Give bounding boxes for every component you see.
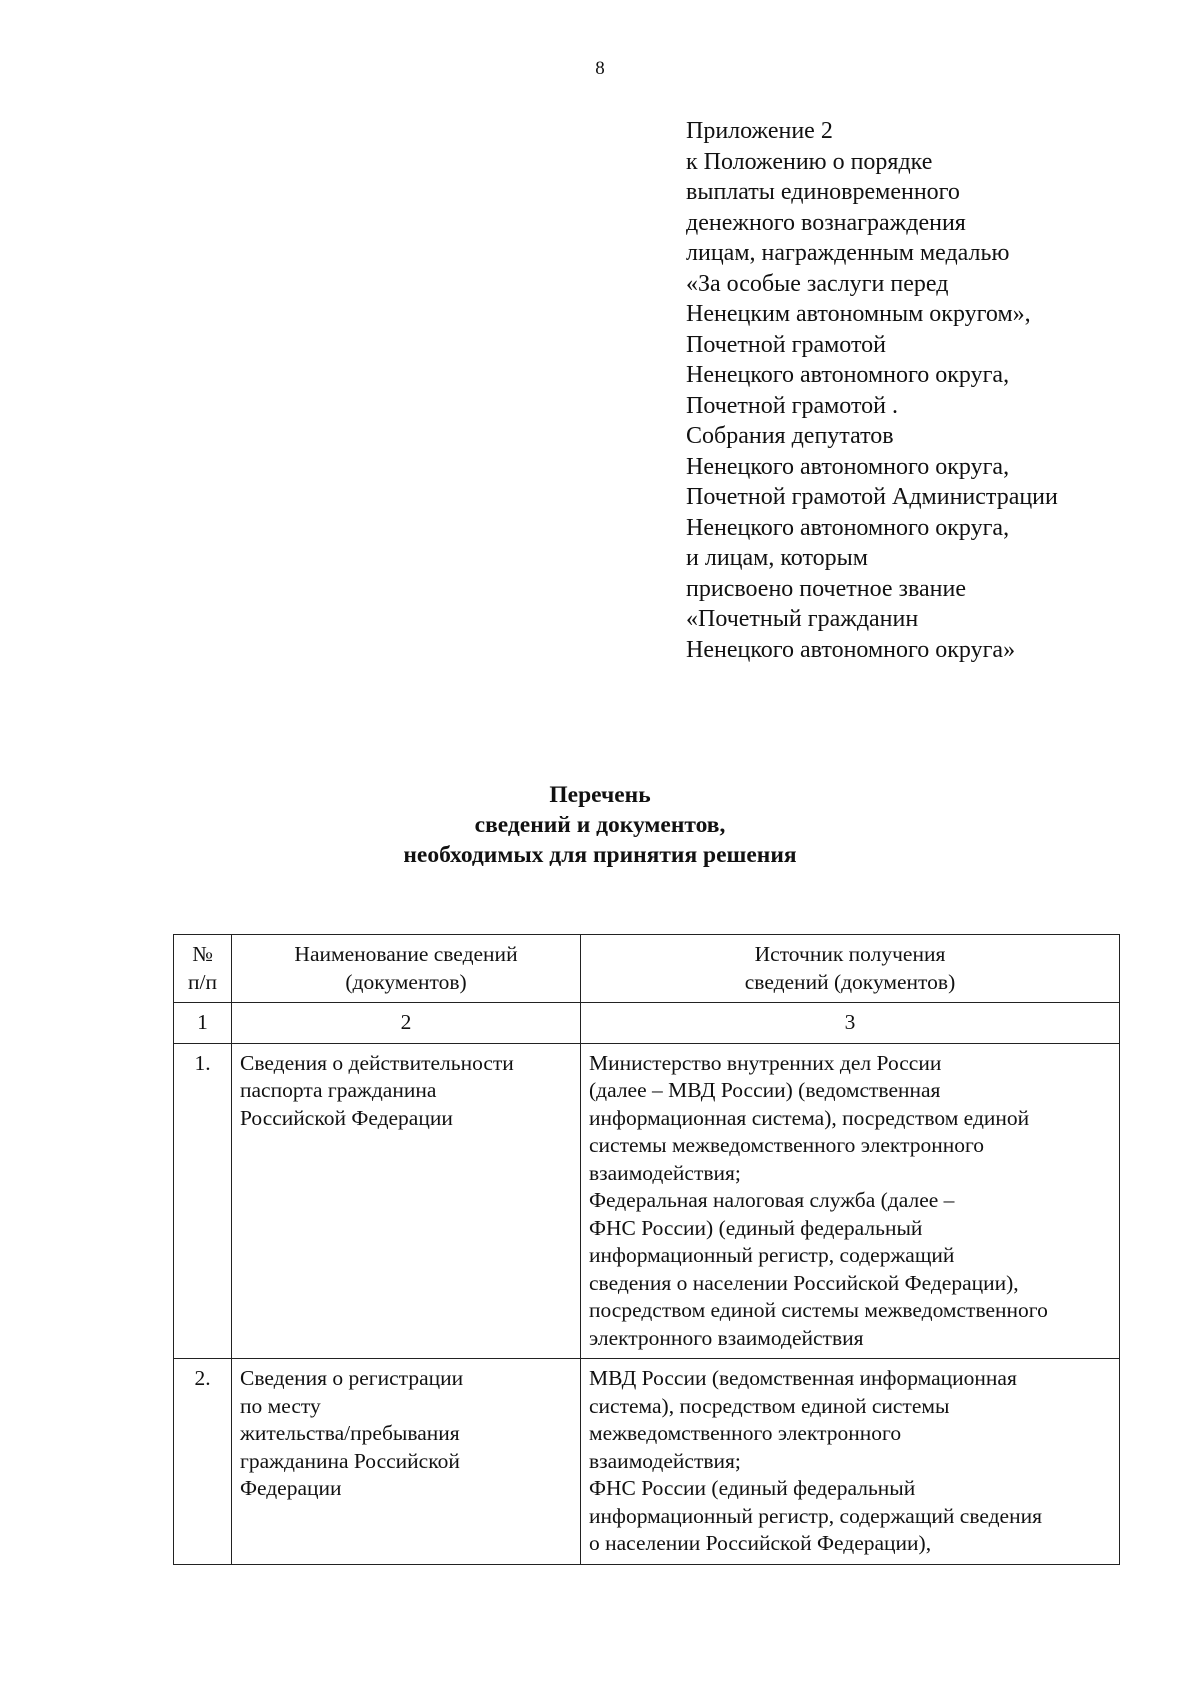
header-source [581, 935, 1120, 1003]
row-source-line: системы межведомственного электронного [589, 1133, 985, 1157]
row-source-line: взаимодействия; [589, 1160, 741, 1185]
row-number: 1. [174, 1043, 232, 1359]
row-source-line: информационный регистр, содержащий сведения [589, 1503, 1042, 1528]
column-number: 2 [232, 1003, 581, 1044]
header-source-line: Источник получения [754, 942, 946, 966]
row-source-line: ФНС России (единый федеральный [589, 1476, 916, 1500]
row-name-line: Федерации [240, 1476, 342, 1500]
row-name-cell [232, 1043, 581, 1359]
appendix-line: Ненецкого автономного округа, [686, 453, 1010, 480]
page-number: 8 [595, 58, 605, 79]
row-source-line: взаимодействия; [589, 1448, 741, 1473]
appendix-line: денежного вознаграждения [686, 209, 966, 236]
column-number-row [174, 1003, 1120, 1044]
row-number: 2. [174, 1359, 232, 1565]
appendix-line: «За особые заслуги перед [686, 270, 949, 297]
row-source-line: информационная система), посредством единой [589, 1105, 1030, 1130]
header-name-line: (документов) [345, 969, 467, 994]
title-line: сведений и документов, [474, 812, 726, 838]
title-line: необходимых для принятия решения [403, 842, 797, 868]
row-source-line: информационный регистр, содержащий [589, 1243, 955, 1267]
row-name-line: по месту [240, 1393, 321, 1418]
row-name-line: Российской Федерации [240, 1105, 453, 1130]
header-no-line: п/п [188, 969, 217, 994]
appendix-line: Ненецкого автономного округа, [686, 362, 1010, 388]
table-header-row [174, 935, 1120, 1003]
header-no-line: № [192, 942, 213, 966]
row-name-line: паспорта гражданина [240, 1078, 437, 1102]
row-source-line: межведомственного электронного [589, 1421, 902, 1445]
row-source-line: электронного взаимодействия [589, 1325, 864, 1350]
row-name-line: гражданина Российской [240, 1448, 460, 1473]
appendix-line: Почетной грамотой . [686, 392, 898, 419]
appendix-line: Ненецкого автономного округа» [686, 636, 1016, 663]
row-name-line: Сведения о регистрации [240, 1366, 464, 1390]
row-name-cell [232, 1359, 581, 1565]
header-source-line: сведений (документов) [744, 969, 956, 994]
row-source-line: Федеральная налоговая служба (далее – [589, 1188, 955, 1212]
appendix-line: присвоено почетное звание [686, 575, 967, 602]
appendix-line: и лицам, которым [686, 545, 868, 571]
header-no [174, 935, 232, 1003]
header-name [232, 935, 581, 1003]
row-source-line: (далее – МВД России) (ведомственная [589, 1078, 941, 1102]
appendix-line: Ненецкого автономного округа, [686, 514, 1010, 541]
title-line: Перечень [549, 782, 651, 808]
appendix-line: «Почетный гражданин [686, 606, 919, 632]
appendix-line: Ненецким автономным округом», [686, 301, 1031, 327]
table-row [174, 1043, 1120, 1359]
header-name-line: Наименование сведений [294, 942, 518, 966]
row-source-line: о населении Российской Федерации), [589, 1531, 932, 1555]
appendix-line: Почетной грамотой [686, 331, 886, 358]
appendix-line: к Положению о порядке [686, 148, 933, 175]
appendix-block [686, 116, 1186, 665]
table-row [174, 1359, 1120, 1565]
appendix-line: Почетной грамотой Администрации [686, 484, 1058, 510]
row-name-line: жительства/пребывания [240, 1421, 460, 1445]
column-number: 1 [174, 1003, 232, 1044]
row-source-line: сведения о населении Российской Федерации), [589, 1270, 1019, 1295]
document-title [0, 780, 1200, 870]
row-source-cell [581, 1043, 1120, 1359]
row-source-line: Министерство внутренних дел России [589, 1050, 942, 1075]
appendix-line: лицам, награжденным медалью [686, 240, 1010, 266]
row-source-line: система), посредством единой системы [589, 1393, 950, 1418]
appendix-line: выплаты единовременного [686, 179, 960, 205]
column-number: 3 [581, 1003, 1120, 1044]
row-source-cell [581, 1359, 1120, 1565]
documents-table [173, 934, 1120, 1565]
row-source-line: посредством единой системы межведомственного [589, 1298, 1048, 1322]
row-name-line: Сведения о действительности [240, 1050, 514, 1075]
appendix-line: Собрания депутатов [686, 423, 894, 449]
row-source-line: МВД России (ведомственная информационная [589, 1366, 1017, 1390]
appendix-line: Приложение 2 [686, 118, 833, 144]
row-source-line: ФНС России) (единый федеральный [589, 1215, 923, 1240]
